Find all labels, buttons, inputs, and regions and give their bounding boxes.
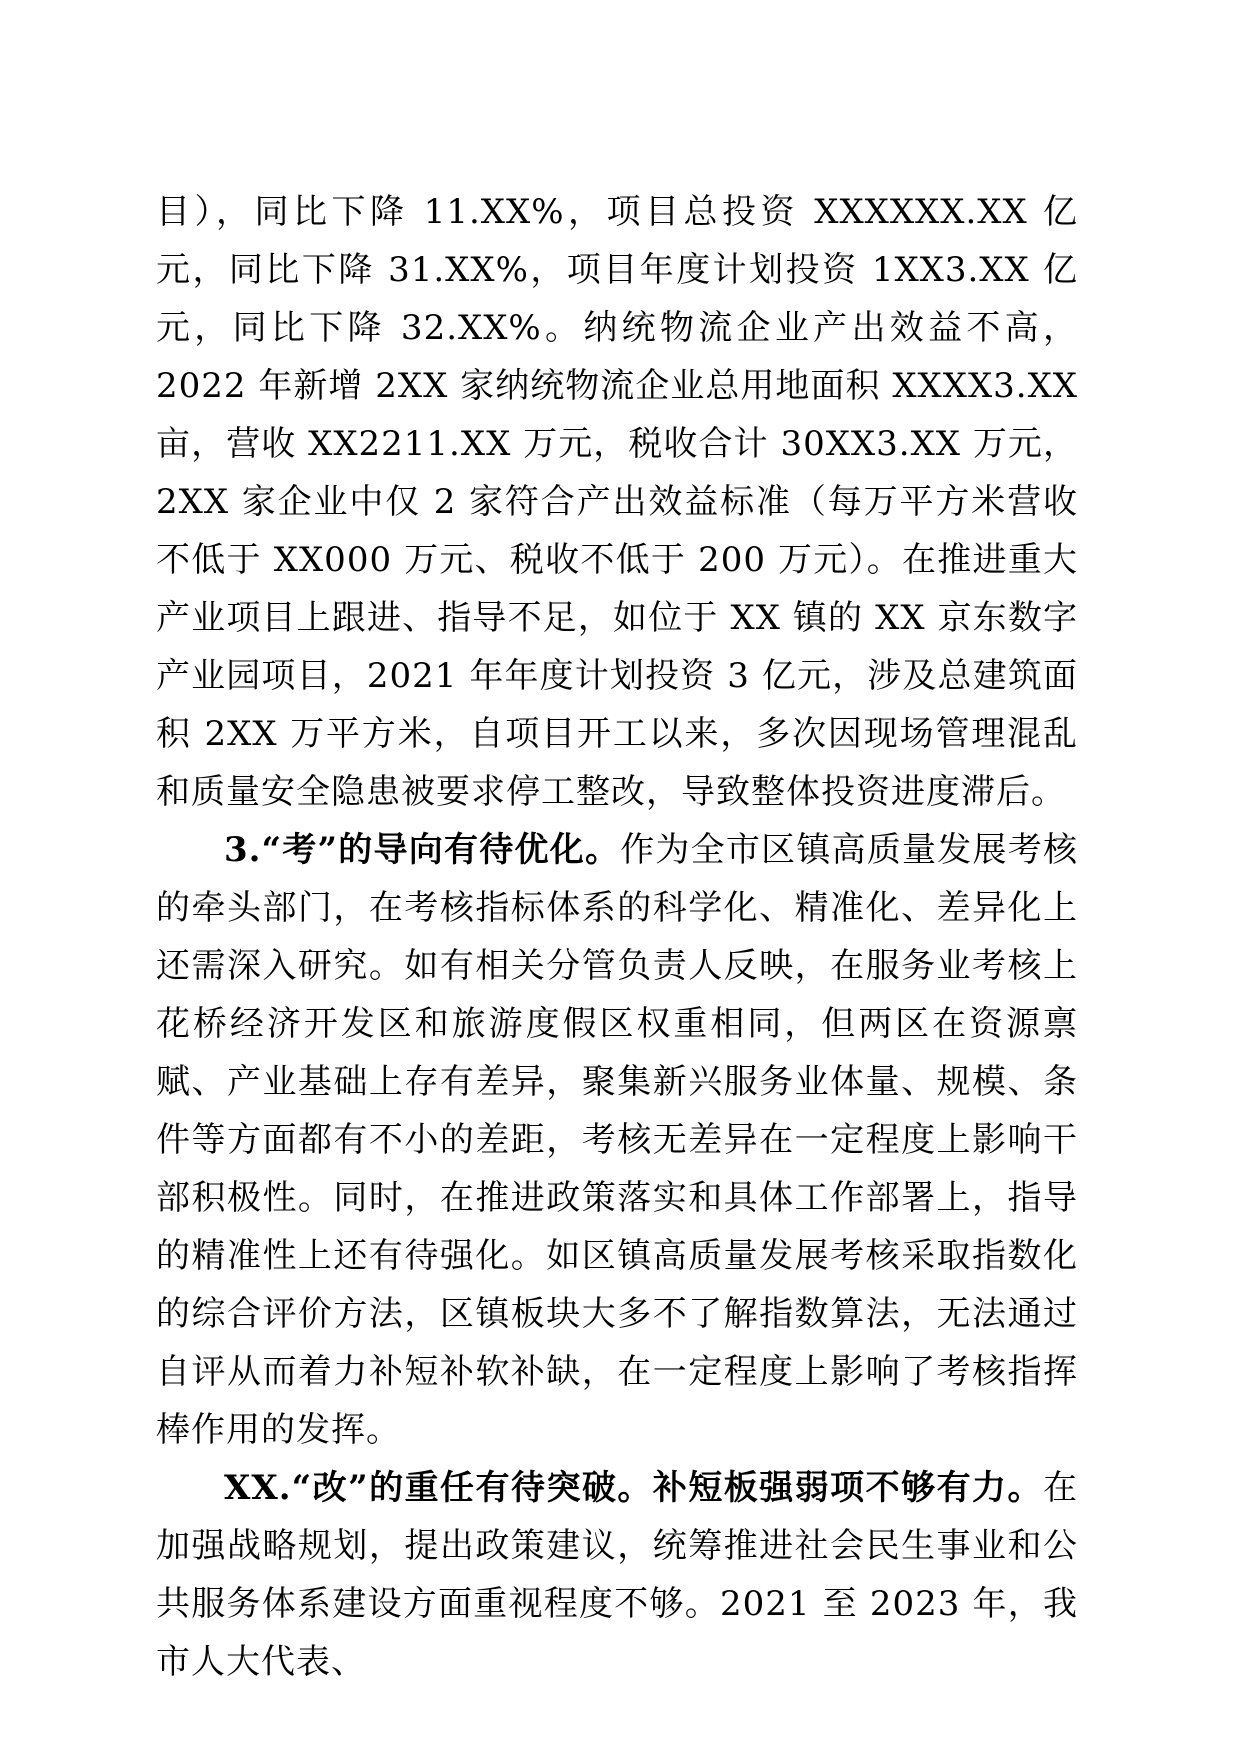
paragraph-continuation bbox=[156, 183, 1078, 821]
paragraph-assessment bbox=[156, 821, 1078, 1459]
document-body bbox=[156, 183, 1078, 1691]
paragraph-text: 目），同比下降 11.XX%，项目总投资 XXXXXX.XX 亿元，同比下降 31.XX%，项目年度计划投资 1XX3.XX 亿元，同比下降 32.XX%。纳统物流企业产出效益不高，2022 年新增 2XX 家纳统物流企业总用地面积 XXXX3.XX 亩，营收 XX2211.XX 万元，税收合计 30XX3.XX 万元，2XX 家企业中仅 2 家符合产出效益标准（每万平方米营收不低于 XX000 万元、税收不低于 200 万元）。在推进重大产业项目上跟进、指导不足，如位于 XX 镇的 XX 京东数字产业园项目，2021 年年度计划投资 3 亿元，涉及总建筑面积 2XX 万平方米，自项目开工以来，多次因现场管理混乱和质量安全隐患被要求停工整改，导致整体投资进度滞后。 bbox=[156, 192, 1078, 812]
section-heading: XX.“改”的重任有待突破。补短板强弱项不够有力。 bbox=[224, 1468, 1043, 1508]
paragraph-text: 在加强战略规划，提出政策建议，统筹推进社会民生事业和公共服务体系建设方面重视程度不够。2021 至 2023 年，我市人大代表、 bbox=[156, 1468, 1078, 1682]
paragraph-reform bbox=[156, 1459, 1078, 1691]
section-heading: 3.“考”的导向有待优化。 bbox=[224, 830, 621, 870]
paragraph-text: 作为全市区镇高质量发展考核的牵头部门，在考核指标体系的科学化、精准化、差异化上还需深入研究。如有相关分管负责人反映，在服务业考核上花桥经济开发区和旅游度假区权重相同，但两区在资源禀赋、产业基础上存有差异，聚集新兴服务业体量、规模、条件等方面都有不小的差距，考核无差异在一定程度上影响干部积极性。同时，在推进政策落实和具体工作部署上，指导的精准性上还有待强化。如区镇高质量发展考核采取指数化的综合评价方法，区镇板块大多不了解指数算法，无法通过自评从而着力补短补软补缺，在一定程度上影响了考核指挥棒作用的发挥。 bbox=[156, 830, 1078, 1450]
